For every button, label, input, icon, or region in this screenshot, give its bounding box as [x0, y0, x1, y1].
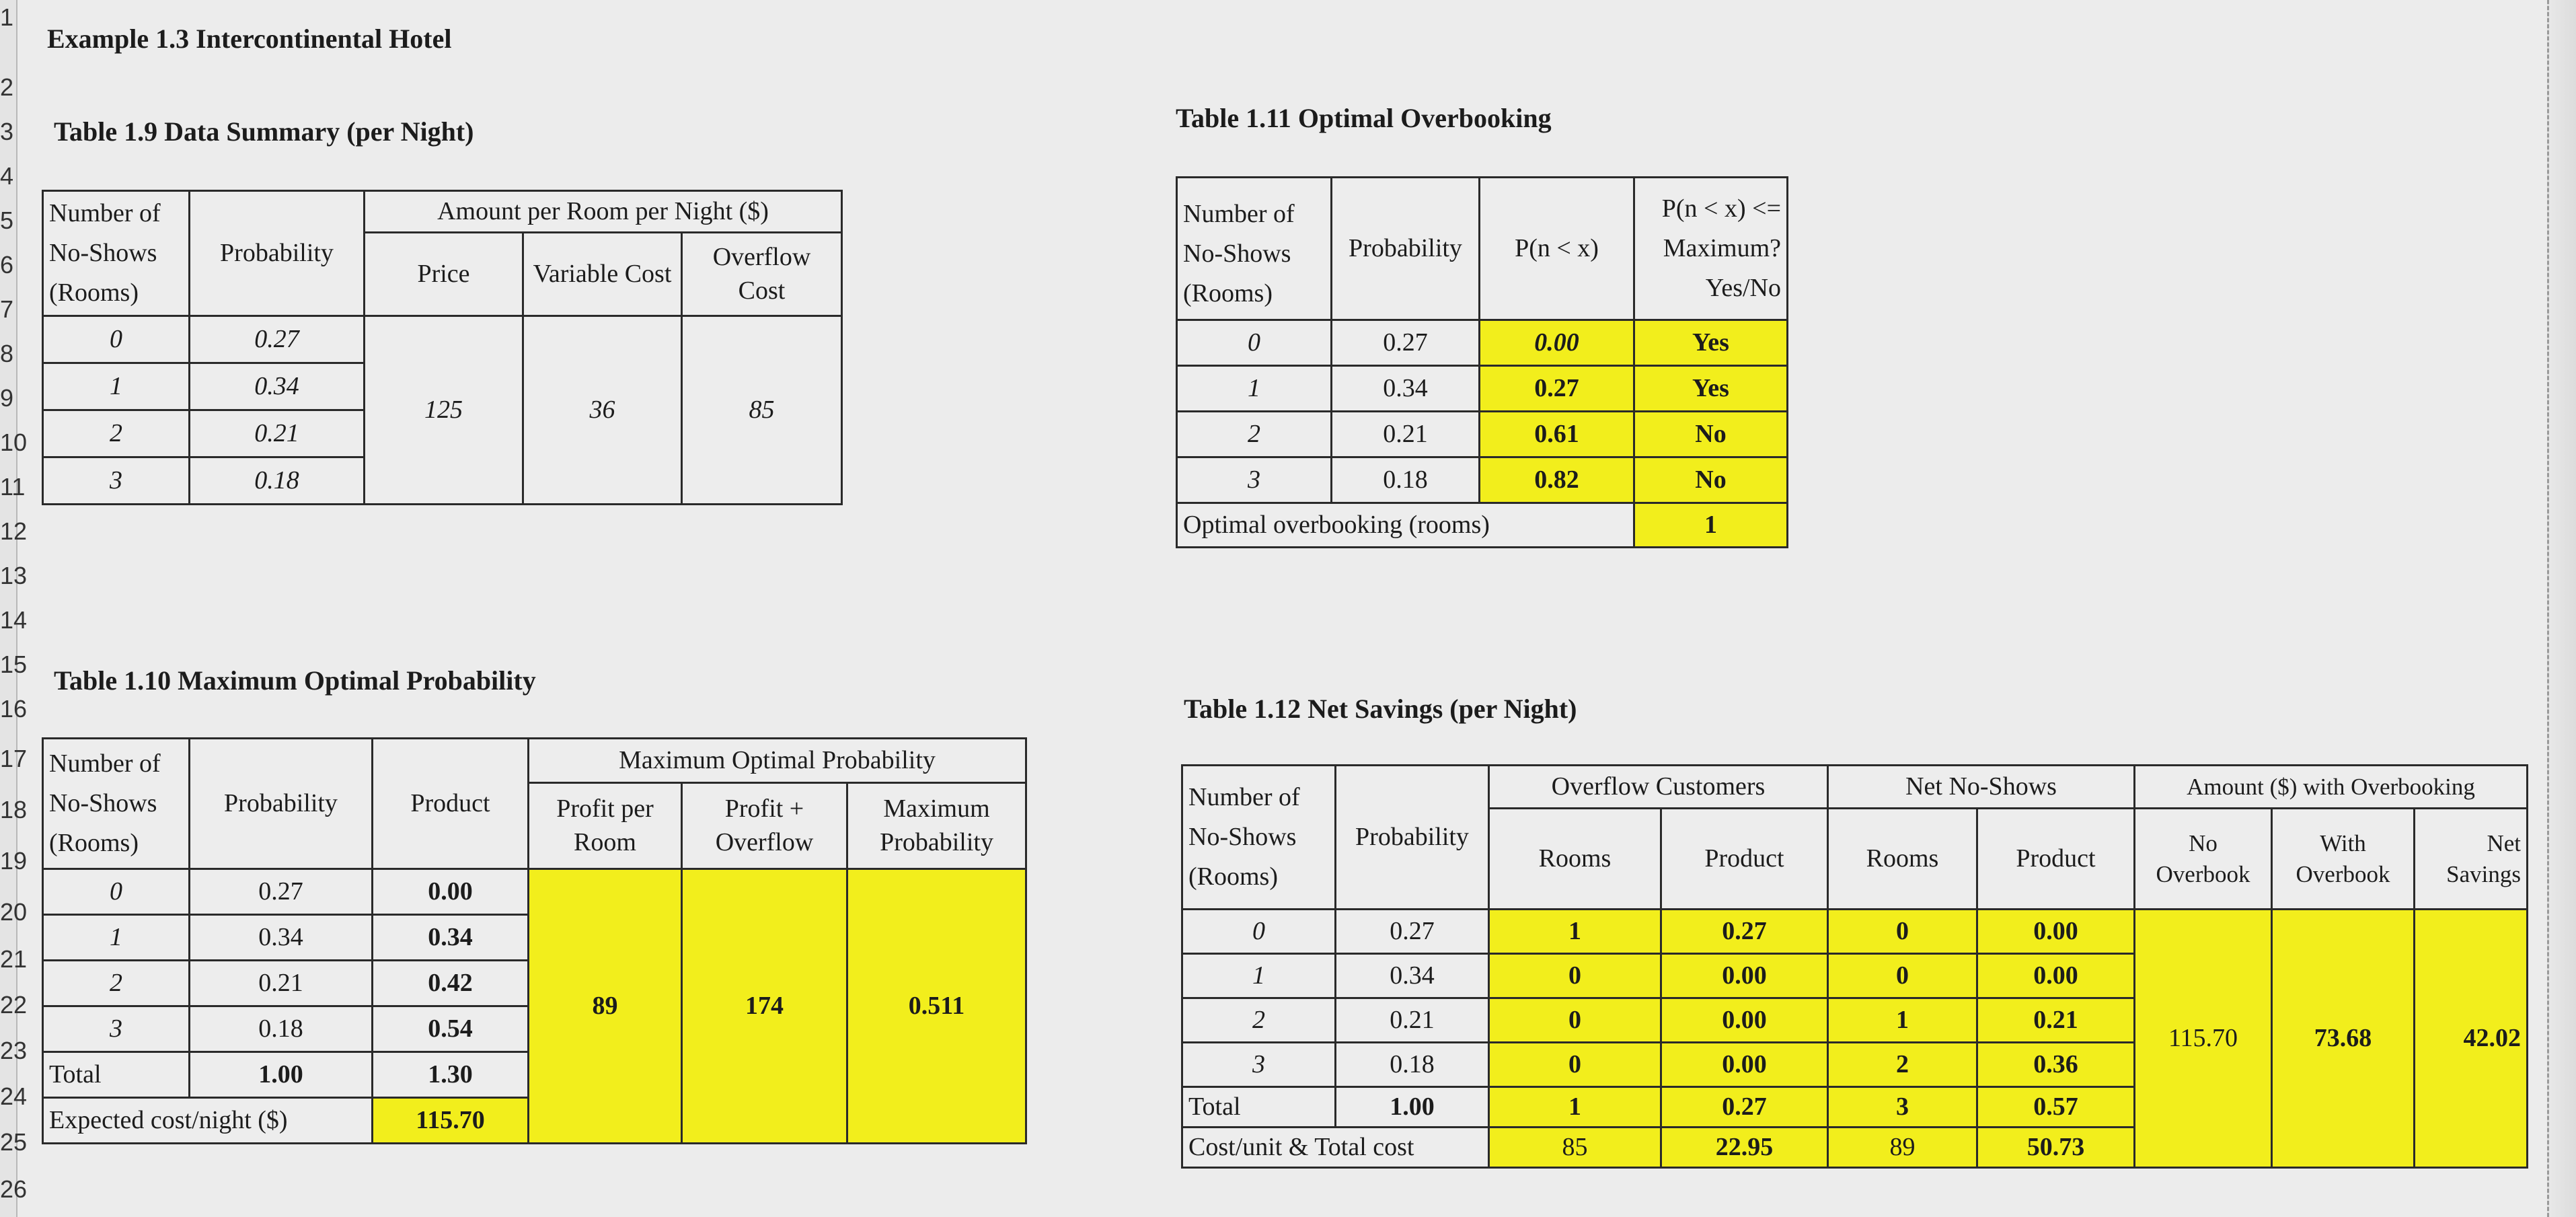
cost-net-product[interactable]: 50.73	[1977, 1128, 2135, 1168]
total-net-rooms[interactable]: 3	[1828, 1087, 1977, 1128]
row-number[interactable]: 7	[0, 295, 14, 323]
cell-probability[interactable]: 0.27	[190, 316, 365, 363]
cell-overflow-product[interactable]: 0.00	[1661, 1043, 1828, 1087]
cell-net-product[interactable]: 0.00	[1977, 954, 2135, 998]
header-net-rooms: Rooms	[1828, 809, 1977, 910]
cell-profit-per-room[interactable]: 89	[529, 869, 682, 1144]
cell-probability[interactable]: 0.34	[190, 363, 365, 410]
cell-p-n-less-x[interactable]: 0.00	[1480, 320, 1634, 366]
total-net-product[interactable]: 0.57	[1977, 1087, 2135, 1128]
cell-noshows[interactable]: 0	[43, 869, 190, 915]
cell-probability[interactable]: 0.27	[1332, 320, 1480, 366]
cell-overflow-product[interactable]: 0.27	[1661, 910, 1828, 954]
row-number[interactable]: 17	[0, 745, 28, 772]
cell-net-product[interactable]: 0.21	[1977, 998, 2135, 1043]
row-number[interactable]: 3	[0, 118, 14, 145]
cell-maximum-probability[interactable]: 0.511	[847, 869, 1026, 1144]
cell-noshows[interactable]: 1	[43, 915, 190, 961]
row-number[interactable]: 24	[0, 1082, 28, 1110]
header-probability: Probability	[1332, 178, 1480, 320]
row-number[interactable]: 11	[0, 473, 26, 501]
cell-p-n-less-x[interactable]: 0.61	[1480, 412, 1634, 457]
header-p-n-less-x: P(n < x)	[1480, 178, 1634, 320]
cost-overflow-rooms[interactable]: 85	[1489, 1128, 1661, 1168]
cell-overflow-rooms[interactable]: 0	[1489, 998, 1661, 1043]
total-label: Total	[1182, 1087, 1336, 1128]
header-amount-with-overbooking: Amount ($) with Overbooking	[2135, 766, 2528, 809]
cell-probability[interactable]: 0.18	[190, 1006, 373, 1052]
cell-probability[interactable]: 0.27	[190, 869, 373, 915]
header-maximum-optimal-probability: Maximum Optimal Probability	[529, 739, 1026, 783]
total-label: Total	[43, 1052, 190, 1098]
cell-noshows[interactable]: 3	[1182, 1043, 1336, 1087]
header-overflow-rooms: Rooms	[1489, 809, 1661, 910]
cell-noshows[interactable]: 2	[1177, 412, 1332, 457]
total-overflow-rooms[interactable]: 1	[1489, 1087, 1661, 1128]
table-1-12	[1181, 764, 2528, 1169]
header-probability: Probability	[190, 739, 373, 869]
row-header-gutter	[0, 0, 28, 1217]
header-net-savings: Net Savings	[2415, 809, 2528, 910]
header-compare-maximum: P(n < x) <= Maximum? Yes/No	[1634, 178, 1788, 320]
cell-noshows[interactable]: 2	[43, 961, 190, 1006]
cell-noshows[interactable]: 2	[43, 410, 190, 457]
cell-variable-cost[interactable]: 36	[523, 316, 682, 505]
table-1-9	[42, 190, 843, 505]
cell-price[interactable]: 125	[365, 316, 523, 505]
header-overflow-cost: Overflow Cost	[682, 233, 842, 316]
cell-net-rooms[interactable]: 0	[1828, 954, 1977, 998]
cell-overflow-product[interactable]: 0.00	[1661, 954, 1828, 998]
cell-probability[interactable]: 0.18	[1332, 457, 1480, 503]
cell-net-rooms[interactable]: 0	[1828, 910, 1977, 954]
row-number[interactable]: 25	[0, 1128, 28, 1156]
header-no-overbook: No Overbook	[2135, 809, 2272, 910]
table-1-10	[42, 737, 1027, 1144]
cell-probability[interactable]: 0.21	[1332, 412, 1480, 457]
cell-overflow-product[interactable]: 0.00	[1661, 998, 1828, 1043]
sheet-right-edge	[2547, 0, 2576, 1217]
table-1-11-title: Table 1.11 Optimal Overbooking	[1176, 103, 1552, 133]
header-profit-per-room: Profit per Room	[529, 783, 682, 869]
row-number[interactable]: 16	[0, 695, 28, 723]
cell-profit-plus-overflow[interactable]: 174	[682, 869, 847, 1144]
cost-net-rooms[interactable]: 89	[1828, 1128, 1977, 1168]
table-1-12-title: Table 1.12 Net Savings (per Night)	[1184, 694, 1577, 724]
cell-p-n-less-x[interactable]: 0.82	[1480, 457, 1634, 503]
cell-yes-no[interactable]: No	[1634, 412, 1788, 457]
cell-noshows[interactable]: 3	[43, 457, 190, 505]
cell-noshows[interactable]: 1	[43, 363, 190, 410]
header-probability: Probability	[1336, 766, 1489, 910]
optimal-overbooking-value[interactable]: 1	[1634, 503, 1788, 548]
table-1-10-title: Table 1.10 Maximum Optimal Probability	[54, 665, 536, 696]
row-number[interactable]: 5	[0, 207, 14, 234]
row-number[interactable]: 10	[0, 429, 28, 456]
header-overflow-customers: Overflow Customers	[1489, 766, 1828, 809]
row-number[interactable]: 15	[0, 651, 28, 678]
row-number[interactable]: 6	[0, 251, 14, 279]
row-number[interactable]: 13	[0, 562, 28, 589]
cell-probability[interactable]: 0.34	[1336, 954, 1489, 998]
cell-net-rooms[interactable]: 1	[1828, 998, 1977, 1043]
cell-probability[interactable]: 0.27	[1336, 910, 1489, 954]
cell-no-overbook[interactable]: 115.70	[2135, 910, 2272, 1168]
row-number[interactable]: 2	[0, 73, 14, 101]
row-number[interactable]: 20	[0, 898, 28, 926]
total-probability[interactable]: 1.00	[1336, 1087, 1489, 1128]
cell-with-overbook[interactable]: 73.68	[2272, 910, 2415, 1168]
row-number[interactable]: 19	[0, 847, 28, 875]
cell-noshows[interactable]: 1	[1177, 366, 1332, 412]
cell-noshows[interactable]: 0	[1177, 320, 1332, 366]
cell-product[interactable]: 0.54	[373, 1006, 529, 1052]
header-noshows: Number of No-Shows (Rooms)	[43, 191, 190, 316]
header-noshows: Number of No-Shows (Rooms)	[1182, 766, 1336, 910]
cell-noshows[interactable]: 1	[1182, 954, 1336, 998]
expected-cost-value[interactable]: 115.70	[373, 1098, 529, 1144]
row-number[interactable]: 21	[0, 945, 28, 973]
cell-overflow-rooms[interactable]: 0	[1489, 954, 1661, 998]
header-with-overbook: With Overbook	[2272, 809, 2415, 910]
cell-net-product[interactable]: 0.00	[1977, 910, 2135, 954]
cell-product[interactable]: 0.00	[373, 869, 529, 915]
cell-probability[interactable]: 0.21	[190, 410, 365, 457]
header-noshows: Number of No-Shows (Rooms)	[43, 739, 190, 869]
row-number[interactable]: 14	[0, 606, 28, 634]
cell-probability[interactable]: 0.21	[1336, 998, 1489, 1043]
cell-overflow-cost[interactable]: 85	[682, 316, 842, 505]
header-probability: Probability	[190, 191, 365, 316]
total-probability[interactable]: 1.00	[190, 1052, 373, 1098]
header-noshows: Number of No-Shows (Rooms)	[1177, 178, 1332, 320]
header-amount-per-room: Amount per Room per Night ($)	[365, 191, 842, 233]
cell-product[interactable]: 0.34	[373, 915, 529, 961]
cell-overflow-rooms[interactable]: 1	[1489, 910, 1661, 954]
cell-yes-no[interactable]: Yes	[1634, 366, 1788, 412]
cell-probability[interactable]: 0.34	[1332, 366, 1480, 412]
cell-yes-no[interactable]: No	[1634, 457, 1788, 503]
row-number[interactable]: 18	[0, 796, 28, 823]
header-net-noshows: Net No-Shows	[1828, 766, 2135, 809]
cell-net-rooms[interactable]: 2	[1828, 1043, 1977, 1087]
cell-probability[interactable]: 0.18	[190, 457, 365, 505]
row-number[interactable]: 23	[0, 1037, 28, 1064]
row-number[interactable]: 12	[0, 517, 28, 545]
header-product: Product	[373, 739, 529, 869]
header-maximum-probability: Maximum Probability	[847, 783, 1026, 869]
cost-total-label: Cost/unit & Total cost	[1182, 1128, 1489, 1168]
cell-noshows[interactable]: 2	[1182, 998, 1336, 1043]
row-number[interactable]: 26	[0, 1175, 28, 1203]
cell-probability[interactable]: 0.34	[190, 915, 373, 961]
cell-overflow-rooms[interactable]: 0	[1489, 1043, 1661, 1087]
header-profit-plus-overflow: Profit + Overflow	[682, 783, 847, 869]
cost-overflow-product[interactable]: 22.95	[1661, 1128, 1828, 1168]
table-1-9-title: Table 1.9 Data Summary (per Night)	[54, 116, 474, 147]
total-overflow-product[interactable]: 0.27	[1661, 1087, 1828, 1128]
cell-noshows[interactable]: 3	[43, 1006, 190, 1052]
cell-probability[interactable]: 0.18	[1336, 1043, 1489, 1087]
cell-yes-no[interactable]: Yes	[1634, 320, 1788, 366]
table-1-11	[1176, 176, 1788, 548]
row-number[interactable]: 22	[0, 991, 28, 1019]
cell-net-savings[interactable]: 42.02	[2415, 910, 2528, 1168]
cell-noshows[interactable]: 3	[1177, 457, 1332, 503]
cell-probability[interactable]: 0.21	[190, 961, 373, 1006]
header-price: Price	[365, 233, 523, 316]
sheet-title: Example 1.3 Intercontinental Hotel	[47, 24, 452, 54]
cell-net-product[interactable]: 0.36	[1977, 1043, 2135, 1087]
header-overflow-product: Product	[1661, 809, 1828, 910]
cell-noshows[interactable]: 0	[43, 316, 190, 363]
cell-noshows[interactable]: 0	[1182, 910, 1336, 954]
optimal-overbooking-label: Optimal overbooking (rooms)	[1177, 503, 1634, 548]
expected-cost-label: Expected cost/night ($)	[43, 1098, 373, 1144]
row-number[interactable]: 9	[0, 384, 14, 412]
cell-product[interactable]: 0.42	[373, 961, 529, 1006]
row-number[interactable]: 4	[0, 162, 14, 190]
cell-p-n-less-x[interactable]: 0.27	[1480, 366, 1634, 412]
row-number[interactable]: 1	[0, 3, 14, 31]
total-product[interactable]: 1.30	[373, 1052, 529, 1098]
header-variable-cost: Variable Cost	[523, 233, 682, 316]
header-net-product: Product	[1977, 809, 2135, 910]
row-number[interactable]: 8	[0, 340, 14, 367]
